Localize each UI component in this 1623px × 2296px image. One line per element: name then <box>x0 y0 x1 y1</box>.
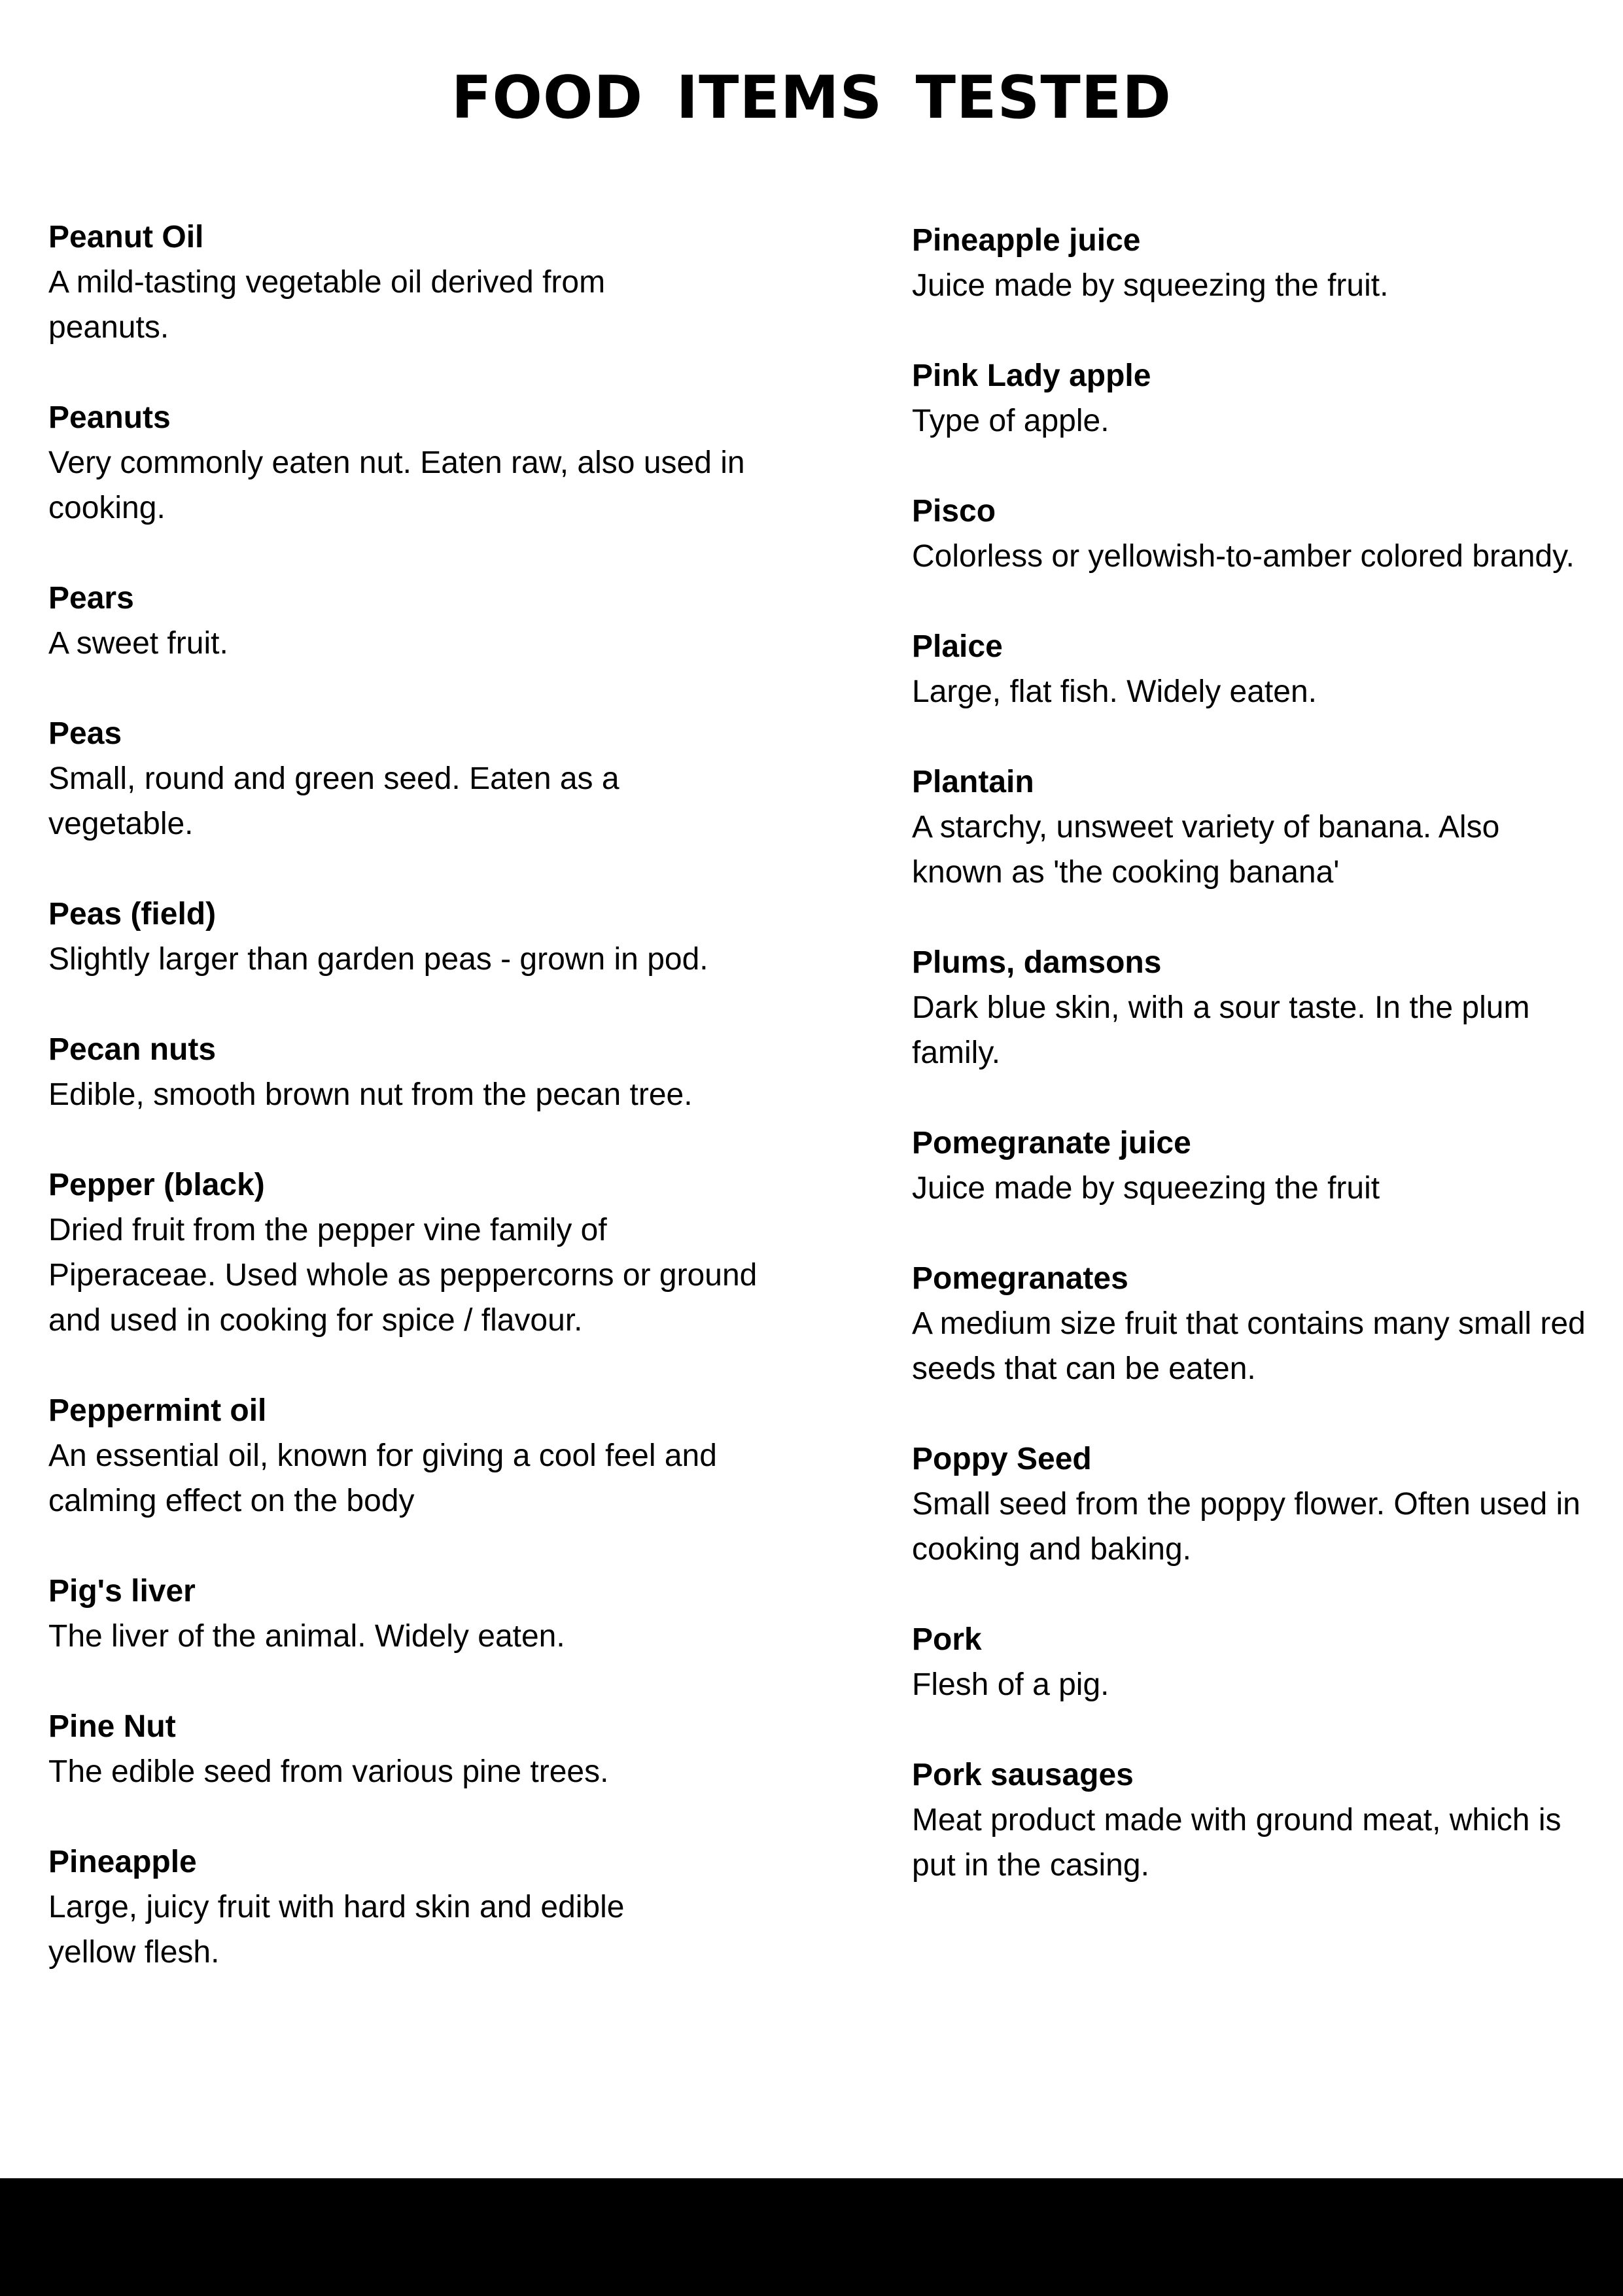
food-item-description: Dried fruit from the pepper vine family of Piperaceae. Used whole as peppercorns or ground and used in cooking for spice / flavour. <box>48 1213 758 1338</box>
food-item <box>912 1121 1592 1211</box>
food-item <box>48 395 761 531</box>
food-item-description: Slightly larger than garden peas - grown in pod. <box>48 942 708 977</box>
food-item-description: A sweet fruit. <box>48 626 228 661</box>
food-item-name: Peppermint oil <box>48 1393 267 1428</box>
food-item-description: Juice made by squeezing the fruit. <box>912 268 1389 303</box>
right-column <box>912 218 1592 1933</box>
food-item <box>912 218 1592 308</box>
food-item-name: Pepper (black) <box>48 1168 265 1202</box>
food-item <box>912 489 1592 579</box>
food-item <box>912 624 1592 714</box>
food-item-description: Type of apple. <box>912 404 1109 438</box>
food-item-name: Pecan nuts <box>48 1032 217 1067</box>
food-item <box>48 892 761 982</box>
food-item-name: Peas (field) <box>48 897 217 931</box>
food-item <box>48 711 761 846</box>
food-item-name: Poppy Seed <box>912 1442 1092 1476</box>
food-item <box>912 940 1592 1075</box>
food-item-description: A medium size fruit that contains many small red seeds that can be eaten. <box>912 1306 1586 1386</box>
food-item-description: Small seed from the poppy flower. Often used in cooking and baking. <box>912 1487 1580 1567</box>
food-item-name: Pineapple juice <box>912 223 1141 258</box>
food-item <box>48 1162 761 1343</box>
food-item <box>912 1256 1592 1391</box>
food-item-name: Peanut Oil <box>48 220 204 254</box>
food-item <box>48 1704 761 1794</box>
food-item-description: The edible seed from various pine trees. <box>48 1754 609 1789</box>
food-item-name: Pine Nut <box>48 1709 176 1744</box>
food-item <box>912 1617 1592 1707</box>
food-item-description: Dark blue skin, with a sour taste. In the plum family. <box>912 990 1530 1070</box>
food-item-description: A mild-tasting vegetable oil derived from peanuts. <box>48 265 606 345</box>
food-item-name: Pisco <box>912 494 996 529</box>
food-item-name: Plaice <box>912 629 1003 664</box>
food-item-name: Peas <box>48 716 122 751</box>
food-item <box>48 1027 761 1117</box>
food-item-name: Pomegranate juice <box>912 1126 1191 1160</box>
food-item-description: A starchy, unsweet variety of banana. Also known as 'the cooking banana' <box>912 810 1500 890</box>
food-item-name: Pears <box>48 581 134 616</box>
food-item <box>48 576 761 666</box>
food-item <box>912 353 1592 444</box>
food-item-name: Pink Lady apple <box>912 358 1151 393</box>
food-item-description: The liver of the animal. Widely eaten. <box>48 1619 565 1654</box>
food-item <box>48 1569 761 1659</box>
food-item-name: Pork <box>912 1622 982 1657</box>
food-item-description: Colorless or yellowish-to-amber colored brandy. <box>912 539 1575 574</box>
food-item-description: Meat product made with ground meat, which is put in the casing. <box>912 1803 1562 1883</box>
page-title: FOOD ITEMS TESTED <box>451 63 1172 132</box>
food-item-description: Large, juicy fruit with hard skin and edible yellow flesh. <box>48 1890 625 1970</box>
food-item-name: Pineapple <box>48 1845 197 1879</box>
food-item <box>48 1839 761 1975</box>
left-column <box>48 215 761 2020</box>
food-item <box>48 215 761 350</box>
food-item-description: An essential oil, known for giving a cool feel and calming effect on the body <box>48 1438 717 1518</box>
food-item-description: Small, round and green seed. Eaten as a vegetable. <box>48 761 620 841</box>
food-item-description: Very commonly eaten nut. Eaten raw, also used in cooking. <box>48 445 745 525</box>
food-item <box>912 1752 1592 1888</box>
food-item-name: Pork sausages <box>912 1758 1134 1792</box>
food-item <box>912 1436 1592 1572</box>
food-item-description: Large, flat fish. Widely eaten. <box>912 674 1317 709</box>
food-item-name: Plums, damsons <box>912 945 1162 980</box>
food-item-description: Juice made by squeezing the fruit <box>912 1171 1380 1206</box>
food-item-name: Peanuts <box>48 400 171 435</box>
food-item <box>912 759 1592 895</box>
food-item-name: Pig's liver <box>48 1574 196 1609</box>
food-item-name: Pomegranates <box>912 1261 1128 1296</box>
food-item <box>48 1388 761 1523</box>
food-item-description: Edible, smooth brown nut from the pecan tree. <box>48 1077 693 1112</box>
food-item-name: Plantain <box>912 765 1034 799</box>
food-item-description: Flesh of a pig. <box>912 1667 1109 1702</box>
footer-bar <box>0 2178 1623 2296</box>
